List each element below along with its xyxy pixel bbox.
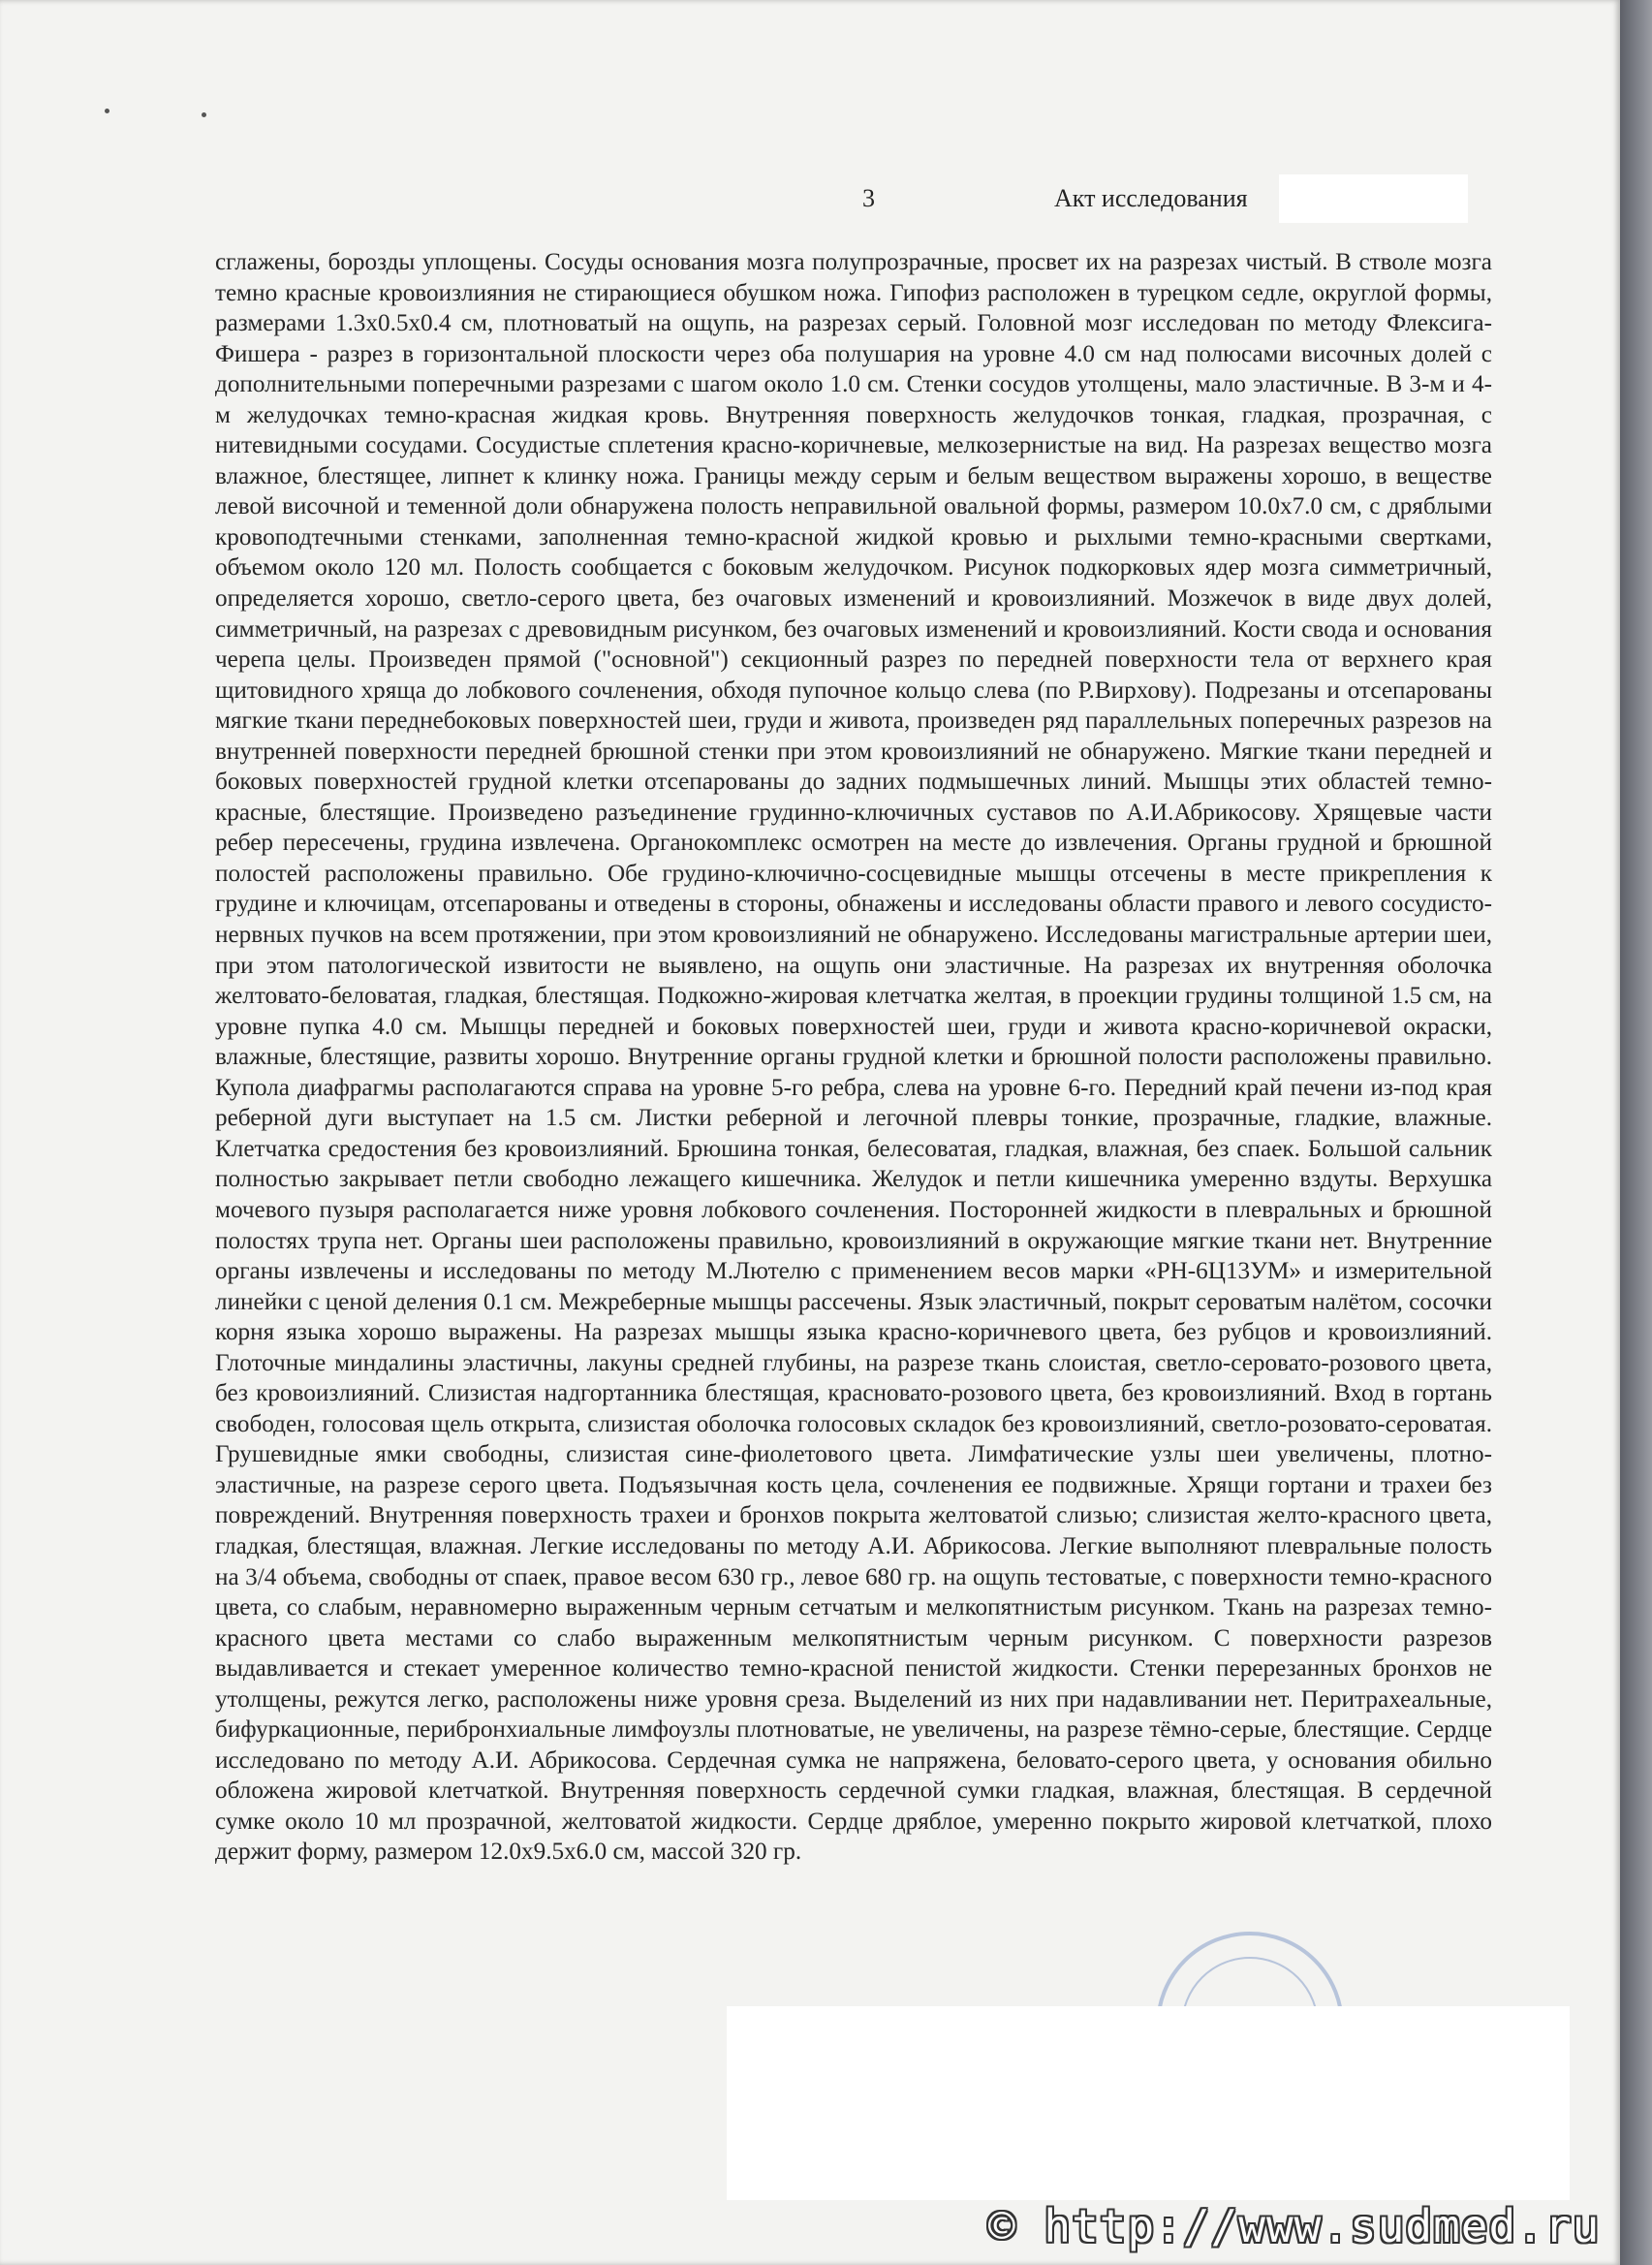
document-title: Акт исследования bbox=[1054, 184, 1248, 212]
page-number: 3 bbox=[862, 184, 875, 212]
watermark-text: © http://www.sudmed.ru bbox=[988, 2200, 1601, 2252]
redaction-box bbox=[727, 2006, 1570, 2200]
paper-speck bbox=[202, 112, 206, 117]
paper-speck bbox=[105, 109, 109, 113]
body-text bbox=[215, 247, 1492, 1868]
scan-edge bbox=[1620, 0, 1652, 2265]
body-paragraph: сглажены, борозды уплощены. Сосуды основания мозга полупрозрачные, просвет их на разрезах чистый. В стволе мозга темно красные кровоизлияния не стирающиеся обушком ножа. Гипофиз расположен в турецком седле, округлой формы, размерами 1.3х0.5х0.4 см, плотноватый на ощупь, на разрезах серый. Головной мозг исследован по методу Флексига-Фишера - разрез в горизонтальной плоскости через оба полушария на уровне 4.0 см над полюсами височных долей с дополнительными поперечными разрезами с шагом около 1.0 см. Стенки сосудов утолщены, мало эластичные. В 3-м и 4-м желудочках темно-красная жидкая кровь. Внутренняя поверхность желудочков тонкая, гладкая, прозрачная, с нитевидными сосудами. Сосудистые сплетения красно-коричневые, мелкозернистые на вид. На разрезах вещество мозга влажное, блестящее, липнет к клинку ножа. Границы между серым и белым веществом выражены хорошо, в веществе левой височной и теменной доли обнаружена полость неправильной овальной формы, размером 10.0х7.0 см, с дряблыми кровоподтечными стенками, заполненная темно-красной жидкой кровью и рыхлыми темно-красными свертками, объемом около 120 мл. Полость сообщается с боковым желудочком. Рисунок подкорковых ядер мозга симметричный, определяется хорошо, светло-серого цвета, без очаговых изменений и кровоизлияний. Мозжечок в виде двух долей, симметричный, на разрезах с древовидным рисунком, без очаговых изменений и кровоизлияний. Кости свода и основания черепа целы. Произведен прямой ("основной") секционный разрез по передней поверхности тела от верхнего края щитовидного хряща до лобкового сочленения, обходя пупочное кольцо слева (по Р.Вирхову). Подрезаны и отсепарованы мягкие ткани переднебоковых поверхностей шеи, груди и живота, произведен ряд параллельных поперечных разрезов на внутренней поверхности передней брюшной стенки при этом кровоизлияний не обнаружено. Мягкие ткани передней и боковых поверхностей грудной клетки отсепарованы до задних подмышечных линий. Мышцы этих областей темно-красные, блестящие. Произведено разъединение грудинно-ключичных суставов по А.И.Абрикосову. Хрящевые части ребер пересечены, грудина извлечена. Органокомплекс осмотрен на месте до извлечения. Органы грудной и брюшной полостей расположены правильно. Обе грудино-ключично-сосцевидные мышцы отсечены в месте прикрепления к грудине и ключицам, отсепарованы и отведены в стороны, обнажены и исследованы области правого и левого сосудисто-нервных пучков на всем протяжении, при этом кровоизлияний не обнаружено. Исследованы магистральные артерии шеи, при этом патологической извитости не выявлено, на ощупь они эластичные. На разрезах их внутренняя оболочка желтовато-беловатая, гладкая, блестящая. Подкожно-жировая клетчатка желтая, в проекции грудины толщиной 1.5 см, на уровне пупка 4.0 см. Мышцы передней и боковых поверхностей шеи, груди и живота красно-коричневой окраски, влажные, блестящие, развиты хорошо. Внутренние органы грудной клетки и брюшной полости расположены правильно. Купола диафрагмы располагаются справа на уровне 5-го ребра, слева на уровне 6-го. Передний край печени из-под края реберной дуги выступает на 1.5 см. Листки реберной и легочной плевры тонкие, прозрачные, гладкие, влажные. Клетчатка средостения без кровоизлияний. Брюшина тонкая, белесоватая, гладкая, влажная, без спаек. Большой сальник полностью закрывает петли свободно лежащего кишечника. Желудок и петли кишечника умеренно вздуты. Верхушка мочевого пузыря располагается ниже уровня лобкового сочленения. Посторонней жидкости в плевральных и брюшной полостях трупа нет. Органы шеи расположены правильно, кровоизлияний в окружающие мягкие ткани нет. Внутренние органы извлечены и исследованы по методу М.Лютелю с применением весов марки «РН-6Ц13УМ» и измерительной линейки с ценой деления 0.1 см. Межреберные мышцы рассечены. Язык эластичный, покрыт сероватым налётом, сосочки корня языка хорошо выражены. На разрезах мышцы языка красно-коричневого цвета, без рубцов и кровоизлияний. Глоточные миндалины эластичны, лакуны средней глубины, на разрезе ткань слоистая, светло-серовато-розового цвета, без кровоизлияний. Слизистая надгортанника блестящая, красновато-розового цвета, без кровоизлияний. Вход в гортань свободен, голосовая щель открыта, слизистая оболочка голосовых складок без кровоизлияний, светло-розовато-сероватая. Грушевидные ямки свободны, слизистая сине-фиолетового цвета. Лимфатические узлы шеи увеличены, плотно-эластичные, на разрезе серого цвета. Подъязычная кость цела, сочленения ее подвижные. Хрящи гортани и трахеи без повреждений. Внутренняя поверхность трахеи и бронхов покрыта желтоватой слизью; слизистая желто-красного цвета, гладкая, блестящая, влажная. Легкие исследованы по методу А.И. Абрикосова. Легкие выполняют плевральные полость на 3/4 объема, свободны от спаек, правое весом 630 гр., левое 680 гр. на ощупь тестоватые, с поверхности темно-красного цвета, со слабым, неравномерно выраженным черным сетчатым и мелкопятнистым рисунком. Ткань на разрезах темно-красного цвета местами со слабо выраженным мелкопятнистым черным рисунком. С поверхности разрезов выдавливается и стекает умеренное количество темно-красной пенистой жидкости. Стенки перерезанных бронхов не утолщены, режутся легко, расположены ниже уровня среза. Выделений из них при надавливании нет. Перитрахеальные, бифуркационные, перибронхиальные лимфоузлы плотноватые, не увеличены, на разрезе тёмно-серые, блестящие. Сердце исследовано по методу А.И. Абрикосова. Сердечная сумка не напряжена, беловато-серого цвета, у основания обильно обложена жировой клетчаткой. Внутренняя поверхность сердечной сумки гладкая, влажная, блестящая. В сердечной сумке около 10 мл прозрачной, желтоватой жидкости. Сердце дряблое, умеренно покрыто жировой клетчаткой, плохо держит форму, размером 12.0х9.5х6.0 см, массой 320 гр. bbox=[215, 249, 1492, 1866]
redaction-box bbox=[1279, 174, 1468, 223]
